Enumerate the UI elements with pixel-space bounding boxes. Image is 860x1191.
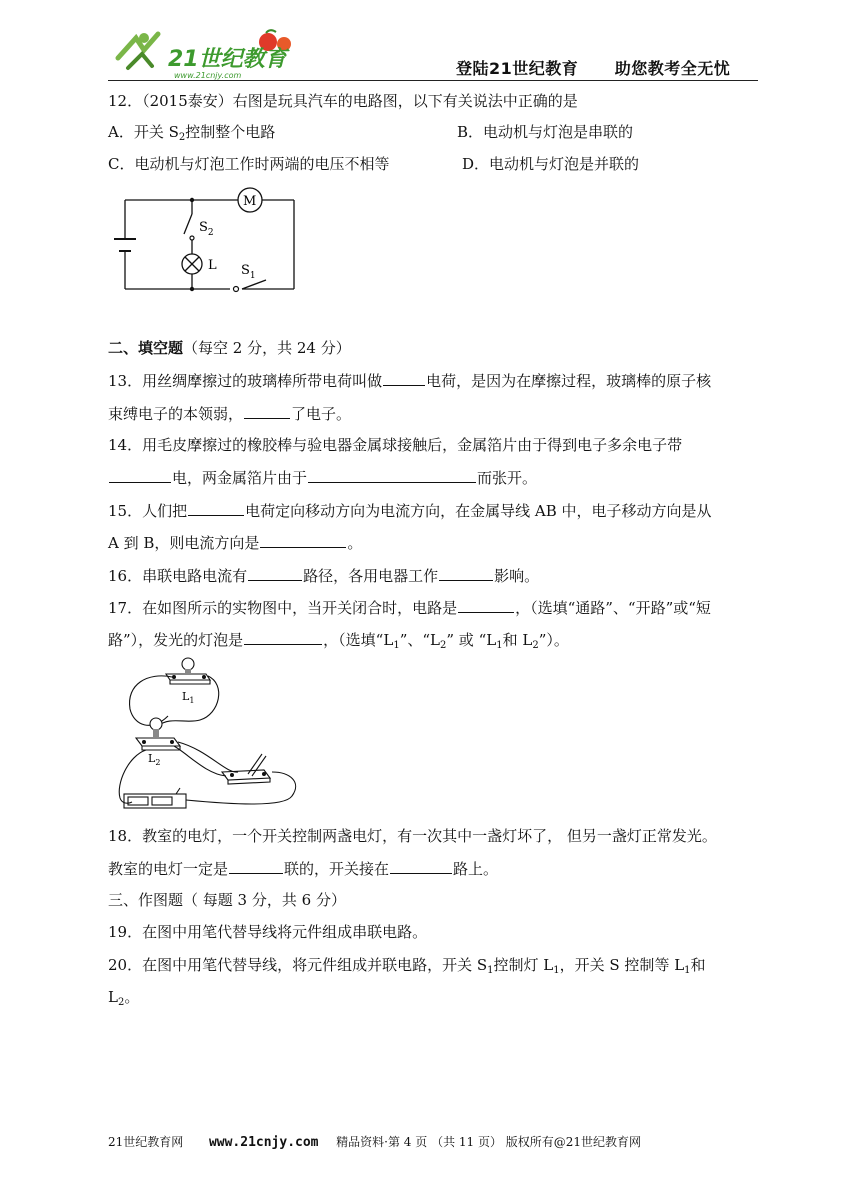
q12-option-a: A．开关 $S_2$控制整个电路	[108, 123, 276, 143]
header-divider	[108, 80, 758, 81]
page-footer	[108, 1133, 641, 1150]
q15-line-2: A 到 B，则电流方向是 。	[108, 534, 363, 552]
q19: 19．在图中用笔代替导线将元件组成串联电路。	[108, 923, 428, 941]
q12-option-c: C．电动机与灯泡工作时两端的电压不相等	[108, 155, 390, 173]
q18-blank-1[interactable]	[229, 858, 283, 874]
slogan-right: 助您教考全无忧	[614, 59, 731, 78]
motor-label: M	[243, 194, 257, 209]
q15-blank-2[interactable]	[260, 532, 346, 548]
q16-blank-1[interactable]	[248, 565, 302, 581]
q17-line-1: 17．在如图所示的实物图中，当开关闭合时，电路是 ，（选填“通路”、“开路”或“短	[108, 599, 711, 617]
q17-line-2: 路”），发光的灯泡是 ，（选填“$L_1$”、“$L_2$” 或 “$L_1$和 $L_2$”）。	[108, 631, 569, 651]
q18-blank-2[interactable]	[390, 858, 452, 874]
q17-blank-1[interactable]	[458, 597, 514, 613]
section-3-heading: 三、作图题（ 每题 3 分，共 6 分）	[108, 891, 346, 909]
q12-circuit-diagram	[108, 186, 308, 296]
switch-s2-label: $S_2$	[199, 220, 214, 238]
q12-option-b: B．电动机与灯泡是串联的	[457, 123, 634, 141]
q13-line-1: 13．用丝绸摩擦过的玻璃棒所带电荷叫做 电荷，是因为在摩擦过程，玻璃棒的原子核	[108, 372, 712, 390]
q14-blank-1[interactable]	[109, 467, 171, 483]
q18-line-1: 18．教室的电灯，一个开关控制两盏电灯，有一次其中一盏灯坏了， 但另一盏灯正常发光。	[108, 827, 717, 845]
q13-line-2: 束缚电子的本领弱， 了电子。	[108, 405, 352, 423]
lamp-label: L	[208, 258, 217, 273]
q14-line-1: 14．用毛皮摩擦过的橡胶棒与验电器金属球接触后，金属箔片由于得到电子多余电子带	[108, 436, 683, 454]
switch-s1-label: $S_1$	[241, 263, 256, 281]
site-logo[interactable]	[108, 28, 304, 82]
header-slogan	[456, 56, 730, 79]
footer-site-link[interactable]: www.21cnjy.com	[208, 1135, 319, 1150]
q14-line-2: 电，两金属箔片由于 而张开。	[108, 467, 537, 488]
q12-option-d: D．电动机与灯泡是并联的	[462, 155, 640, 173]
q16: 16．串联电路电流有 路径，各用电器工作 影响。	[108, 567, 540, 585]
q20-line-1: 20．在图中用笔代替导线，将元件组成并联电路，开关 $S_1$控制灯 $L_1$，开关 S 控制等 $L_1$和	[108, 956, 706, 976]
q17-blank-2[interactable]	[244, 629, 322, 645]
q15-blank-1[interactable]	[188, 500, 244, 516]
footer-page-info: 精品资料·第 4 页 （共 11 页） 版权所有@21世纪教育网	[336, 1135, 642, 1149]
footer-brand: 21世纪教育网	[108, 1135, 184, 1149]
q20-line-2: $L_2$。	[108, 988, 140, 1008]
q13-blank-2[interactable]	[244, 403, 290, 419]
q13-blank-1[interactable]	[383, 370, 425, 386]
q18-line-2: 教室的电灯一定是 联的，开关接在 路上。	[108, 860, 499, 878]
q15-line-1: 15．人们把 电荷定向移动方向为电流方向，在金属导线 AB 中，电子移动方向是从	[108, 502, 712, 520]
logo-text: 21世纪教育	[168, 47, 287, 72]
q12-stem: 12．（2015泰安）右图是玩具汽车的电路图，以下有关说法中正确的是	[108, 92, 578, 110]
q17-physical-circuit	[108, 654, 308, 814]
lamp-l2-label: $L_2$	[148, 752, 161, 767]
logo-url: www.21cnjy.com	[174, 71, 242, 80]
q16-blank-2[interactable]	[439, 565, 493, 581]
lamp-l1-label: $L_1$	[182, 690, 195, 705]
slogan-left: 登陆21世纪教育	[456, 59, 579, 78]
section-2-heading: 二、填空题（每空 2 分，共 24 分）	[108, 339, 351, 357]
q14-blank-2[interactable]	[308, 467, 476, 483]
